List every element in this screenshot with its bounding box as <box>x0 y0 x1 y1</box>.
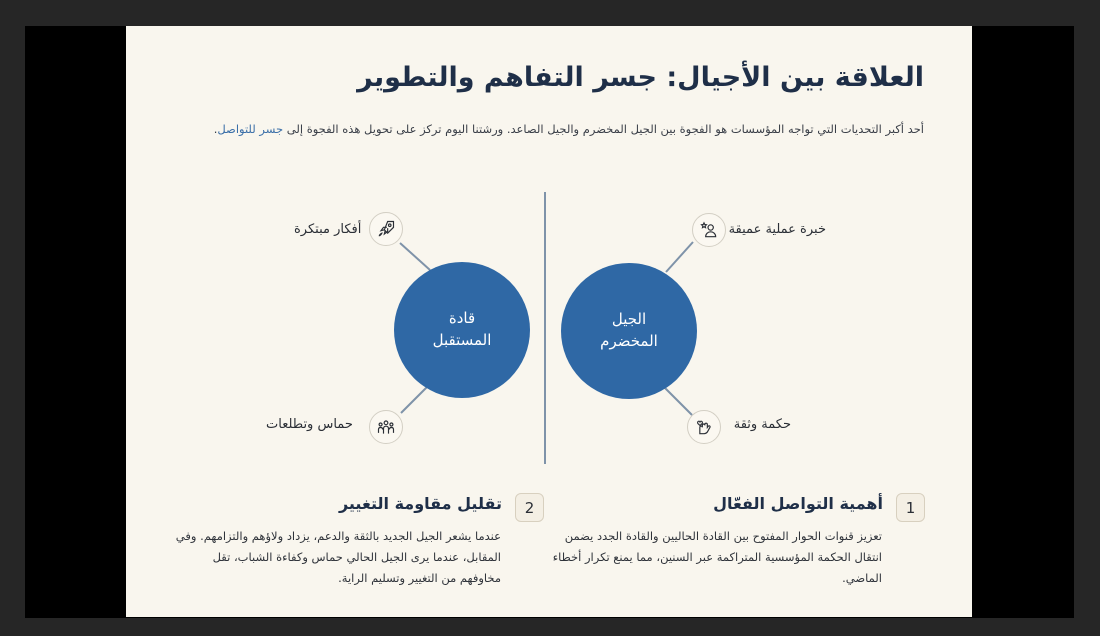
enthusiasm-label: حماس وتطلعات <box>266 417 353 432</box>
enthusiasm-icon-bubble <box>369 410 403 444</box>
intro-highlight: جسر للتواصل <box>217 122 284 136</box>
veteran-circle-line1: الجيل <box>611 310 647 329</box>
future-leaders-circle <box>394 262 530 398</box>
wisdom-icon-bubble <box>687 410 721 444</box>
section-2-number: 2 <box>515 493 544 522</box>
wisdom-label: حكمة وثقة <box>733 417 791 432</box>
ideas-label: أفكار مبتكرة <box>294 222 362 237</box>
veteran-circle-line2: المخضرم <box>600 332 658 350</box>
ideas-icon-bubble <box>369 212 403 246</box>
rocket-icon <box>376 219 396 239</box>
section-1-title: أهمية التواصل الفعّال <box>713 494 883 513</box>
section-2-title: تقليل مقاومة التغيير <box>338 494 502 513</box>
experience-label: خبرة عملية عميقة <box>728 222 826 237</box>
section-2-body: عندما يشعر الجيل الجديد بالثقة والدعم، يزداد ولاؤهم والتزامهم. وفي المقابل، عندما يرى الجيل الحالي حماس وكفاءة الشباب، تقل مخاوفهم من التغيير وتسليم الراية. <box>175 529 501 585</box>
hand-heart-icon <box>694 417 714 437</box>
group-icon <box>376 417 396 437</box>
intro-text: أحد أكبر التحديات التي تواجه المؤسسات هو الفجوة بين الجيل المخضرم والجيل الصاعد. ورشتنا اليوم تركز على تحويل هذه الفجوة إلى <box>283 122 924 136</box>
veteran-generation-circle <box>561 263 697 399</box>
center-divider <box>544 192 546 464</box>
leaders-circle-line2: المستقبل <box>432 331 492 349</box>
connector-line-wisdom <box>663 386 692 415</box>
connector-line-ideas <box>400 243 430 270</box>
experience-icon-bubble <box>692 213 726 247</box>
connector-line-enthusiasm <box>401 386 428 413</box>
slide-title: العلاقة بين الأجيال: جسر التفاهم والتطوير <box>357 62 924 93</box>
section-1-number: 1 <box>896 493 925 522</box>
leaders-circle-line1: قادة <box>448 309 476 328</box>
presentation-slide <box>126 26 972 617</box>
connector-line-experience <box>666 242 693 272</box>
person-star-icon <box>699 220 719 240</box>
section-1-body: تعزيز قنوات الحوار المفتوح بين القادة الحاليين والقادة الجدد يضمن انتقال الحكمة المؤسسية المتراكمة عبر السنين، مما يمنع تكرار أخطاء الماضي. <box>552 529 882 585</box>
intro-period: . <box>213 122 218 136</box>
